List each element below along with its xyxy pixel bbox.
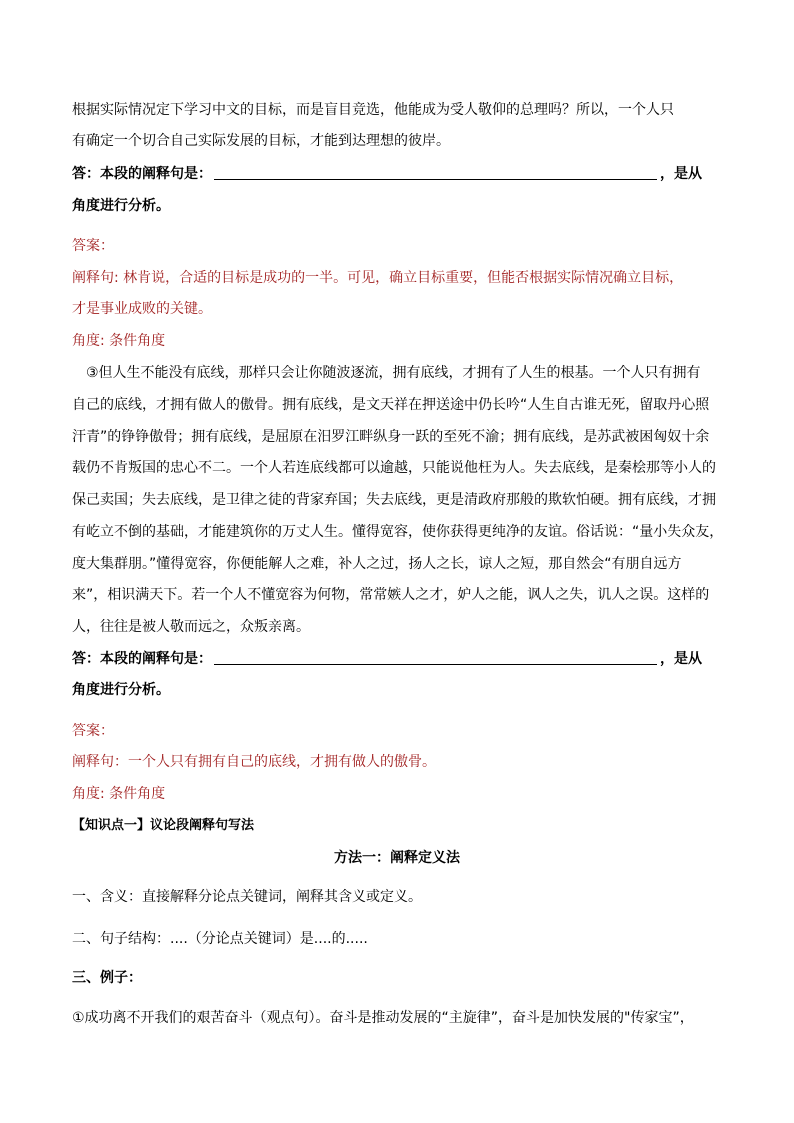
question-suffix: ，是从 bbox=[660, 651, 702, 667]
question-prefix: 答：本段的阐释句是： bbox=[72, 166, 212, 182]
paragraph-line: 人，往往是被人敬而远之，众叛亲离。 bbox=[72, 619, 310, 635]
knowledge-point-heading: 【知识点一】议论段阐释句写法 bbox=[72, 818, 255, 833]
paragraph-line: ③但人生不能没有底线，那样只会让你随波逐流，拥有底线，才拥有了人生的根基。一个人只有拥有 bbox=[86, 365, 701, 381]
item-meaning: 一、含义：直接解释分论点关键词，阐释其含义或定义。 bbox=[72, 889, 422, 905]
paragraph-line: 载仍不肯叛国的忠心不二。一个人若连底线都可以逾越，只能说他枉为人。失去底线，是秦桧那等小人的 bbox=[72, 460, 716, 476]
paragraph-line: 有确定一个切合自己实际发展的目标，才能到达理想的彼岸。 bbox=[72, 133, 450, 149]
example-text: ①成功离不开我们的艰苦奋斗（观点句）。奋斗是推动发展的“主旋律”，奋斗是加快发展的"传家宝”， bbox=[72, 1010, 694, 1026]
answer-label: 答案： bbox=[72, 238, 114, 254]
paragraph-line: 度大集群朋。”懂得宽容，你便能解人之难，补人之过，扬人之长，谅人之短，那自然会“有朋自远方 bbox=[72, 556, 682, 572]
paragraph-line: 有屹立不倒的基础，才能建筑你的万丈人生。懂得宽容，使你获得更纯净的友谊。俗话说：“量小失众友， bbox=[72, 524, 724, 540]
item-structure: 二、句子结构：....（分论点关键词）是....的..... bbox=[72, 931, 368, 947]
answer-angle: 角度: 条件角度 bbox=[72, 333, 166, 349]
question-line bbox=[72, 649, 702, 669]
answer-blank bbox=[214, 650, 657, 665]
answer-label: 答案： bbox=[72, 723, 114, 739]
paragraph-line: 根据实际情况定下学习中文的目标，而是盲目竞选，他能成为受人敬仰的总理吗？所以，一个人只 bbox=[72, 102, 674, 118]
answer-text: 阐释句: 林肯说，合适的目标是成功的一半。可见，确立目标重要，但能否根据实际情况确立目标， bbox=[72, 270, 684, 286]
answer-blank bbox=[214, 165, 657, 180]
paragraph-line: 保己卖国；失去底线，是卫律之徒的背家弃国；失去底线，更是清政府那般的欺软怕硬。拥有底线，才拥 bbox=[72, 492, 716, 508]
method-title: 方法一：阐释定义法 bbox=[334, 850, 460, 866]
answer-angle: 角度: 条件角度 bbox=[72, 786, 166, 802]
paragraph-line: 来”，相识满天下。若一个人不懂宽容为何物，常常嫉人之才，妒人之能，讽人之失，讥人之误。这样的 bbox=[72, 587, 710, 603]
answer-text: 才是事业成败的关键。 bbox=[72, 301, 212, 317]
question-line-2: 角度进行分析。 bbox=[72, 198, 170, 214]
answer-text: 阐释句：一个人只有拥有自己的底线，才拥有做人的傲骨。 bbox=[72, 754, 436, 770]
paragraph-line: 自己的底线，才拥有做人的傲骨。拥有底线，是文天祥在押送途中仍长吟“人生自古谁无死，留取丹心照 bbox=[72, 397, 710, 413]
question-line bbox=[72, 164, 702, 184]
question-line-2: 角度进行分析。 bbox=[72, 682, 170, 698]
question-suffix: ，是从 bbox=[660, 166, 702, 182]
item-example-heading: 三、例子： bbox=[72, 970, 142, 986]
paragraph-line: 汗青”的铮铮傲骨；拥有底线，是屈原在汨罗江畔纵身一跃的至死不渝；拥有底线，是苏武被困匈奴十余 bbox=[72, 429, 710, 445]
question-prefix: 答：本段的阐释句是： bbox=[72, 651, 212, 667]
